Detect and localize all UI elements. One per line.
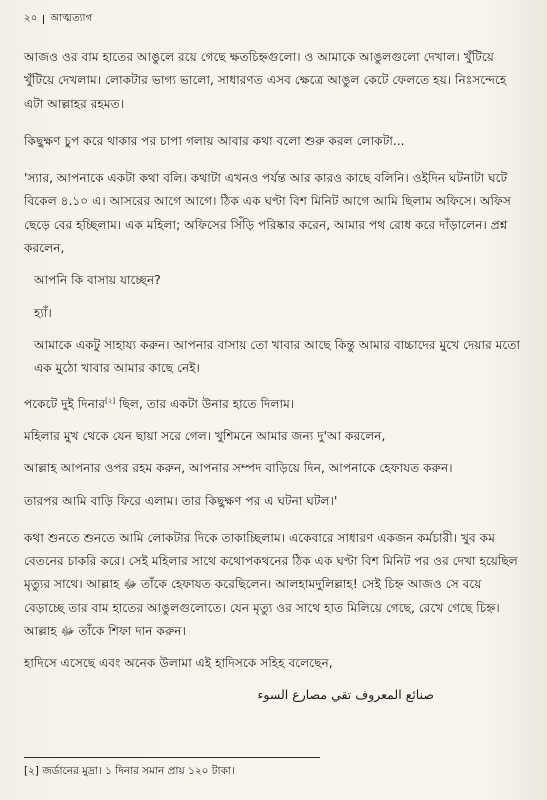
paragraph-return: তারপর আমি বাড়ি ফিরে এলাম। তার কিছুক্ষণ পর এ ঘটনা ঘটল।': [24, 493, 338, 508]
running-header: [24, 11, 92, 28]
footnote-divider: [24, 757, 320, 758]
paragraph-woman-prayer: মহিলার মুখ থেকে যেন ছায়া সরে গেল। খুশিমনে আমার জন্য দু'আ করলেন,: [24, 428, 386, 443]
paragraph-2: কিছুক্ষণ চুপ করে থাকার পর চাপা গলায় আবার কথা বলো শুরু করল লোকটা...: [24, 133, 405, 148]
dinar-text-start: পকেটে দুই দিনার: [24, 396, 106, 411]
paragraph-1: আজও ওর বাম হাতের আঙুলে রয়ে গেছে ক্ষতচিহ্নগুলো। ও আমাকে আঙুলগুলো দেখাল। খুঁটিয়ে খুঁটিয়ে দেখলাম। লোকটার ভাগ্য ভালো, সাধারণত এসব ক্ষেত্রে আঙুল কেটে ফেলতে হয়। নিঃসন্দেহে এটা আল্লাহর রহমত।: [24, 50, 507, 111]
dialogue-request: আমাকে একটু সাহায্য করুন। আপনার বাসায় তো খাবার আছে কিন্তু আমার বাচ্চাদের মুখে দেয়ার মতো এক মুঠো খাবার আমার কাছে নেই।: [34, 337, 521, 376]
footnote-marker: [২]: [24, 765, 40, 777]
dialogue-answer: হ্যাঁ।: [34, 305, 52, 320]
page-body: [24, 46, 524, 707]
paragraph-reflection: কথা শুনতে শুনতে আমি লোকটার দিকে তাকাচ্ছিলাম। একেবারে সাধারণ একজন কর্মচারী। খুব কম বেতনের চাকরি করে। সেই মহিলার সাথে কথোপকথনের ঠিক এক ঘণ্টা বিশ মিনিট পর ওর দেখা হয়েছিল মৃত্যুর সাথে। আল্লাহ ﷻ তাঁকে হেফাযত করেছিলেন। আলহামদুলিল্লাহ! সেই চিহ্ন আজও সে বয়ে বেড়াচ্ছে তার বাম হাতের আঙুলগুলোতে। যেন মৃত্যু ওর সাথে হাত মিলিয়ে গেছে, রেখে গেছে চিহ্ন। আল্লাহ ﷻ তাঁকে শিফা দান করুন।: [24, 530, 518, 638]
dinar-text-end: ছিল, তার একটা উনার হাতে দিলাম।: [119, 396, 295, 411]
footnote: [24, 763, 235, 779]
paragraph-hadith-intro: হাদিসে এসেছে এবং অনেক উলামা এই হাদিসকে সহিহ বলেছেন,: [24, 656, 333, 671]
footnote-text: জর্ডানের মুদ্রা। ১ দিনার সমান প্রায় ১২০ টাকা।: [42, 765, 235, 777]
footnote-reference: [২]: [105, 396, 116, 405]
arabic-hadith-quote: صنائع المعروف تقي مصارع السوء: [257, 686, 434, 702]
paragraph-3: 'স্যার, আপনাকে একটা কথা বলি। কথাটা এখনও পর্যন্ত আর কারও কাছে বলিনি। ওইদিন ঘটনাটা ঘটে বিকেল ৪.১০ এ। আসরের আগে আগে। ঠিক এক ঘণ্টা বিশ মিনিট আগে আমি ছিলাম অফিসে। অফিস ছেড়ে বের হচ্ছিলাম। এক মহিলা; অফিসের সিঁড়ি পরিষ্কার করেন, আমার পথ রোধ করে দাঁড়ালেন। প্রশ্ন করলেন,: [24, 171, 511, 256]
page-number: ২০: [24, 13, 38, 24]
book-title: আত্মত্যাগ: [50, 13, 93, 24]
paragraph-dua: আল্লাহ আপনার ওপর রহম করুন, আপনার সম্পদ বাড়িয়ে দিন, আপনাকে হেফাযত করুন।: [24, 461, 453, 476]
paragraph-dinar: [24, 390, 524, 416]
dialogue-question: আপনি কি বাসায় যাচ্ছেন?: [34, 273, 161, 288]
header-divider: [43, 15, 44, 24]
